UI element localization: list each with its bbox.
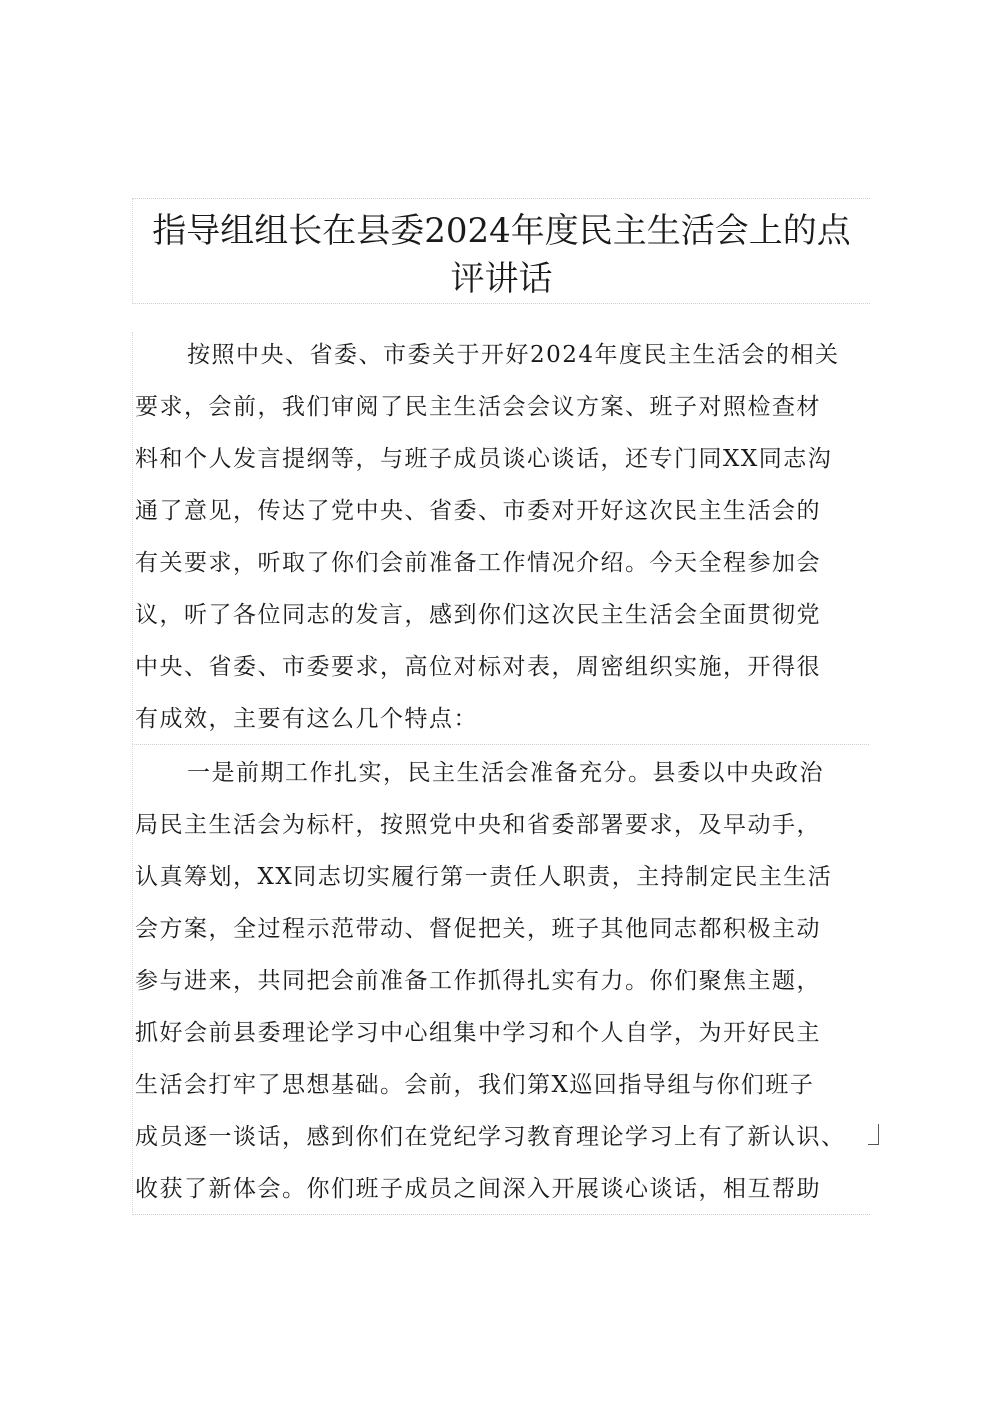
paragraph-line: 议，听了各位同志的发言，感到你们这次民主生活会全面贯彻党 bbox=[135, 602, 821, 628]
title-line-1: 指导组组长在县委2024年度民主生活会上的点 bbox=[152, 211, 851, 251]
paragraph-line: 有关要求，听取了你们会前准备工作情况介绍。今天全程参加会 bbox=[135, 550, 821, 576]
paragraph-line: 参与进来，共同把会前准备工作抓得扎实有力。你们聚焦主题， bbox=[135, 968, 821, 994]
paragraph-1 bbox=[132, 332, 870, 744]
paragraph-line: 会方案，全过程示范带动、督促把关，班子其他同志都积极主动 bbox=[135, 916, 821, 942]
paragraph-line: 收获了新体会。你们班子成员之间深入开展谈心谈话，相互帮助 bbox=[135, 1176, 821, 1202]
paragraph-line: 有成效，主要有这么几个特点： bbox=[135, 706, 478, 732]
paragraph-line: 认真筹划，XX同志切实履行第一责任人职责，主持制定民主生活 bbox=[135, 864, 833, 890]
paragraph-line: 成员逐一谈话，感到你们在党纪学习教育理论学习上有了新认识、 bbox=[135, 1124, 846, 1150]
paragraph-line: 中央、省委、市委要求，高位对标对表，周密组织实施，开得很 bbox=[135, 654, 821, 680]
document-title bbox=[132, 198, 870, 304]
paragraph-divider bbox=[132, 744, 869, 745]
paragraph-line: 料和个人发言提纲等，与班子成员谈心谈话，还专门同XX同志沟 bbox=[135, 446, 833, 472]
paragraph-line: 抓好会前县委理论学习中心组集中学习和个人自学，为开好民主 bbox=[135, 1020, 821, 1046]
paragraph-line: 要求，会前，我们审阅了民主生活会会议方案、班子对照检查材 bbox=[135, 394, 821, 420]
paragraph-line: 一是前期工作扎实，民主生活会准备充分。县委以中央政治 bbox=[187, 760, 824, 786]
paragraph-line: 局民主生活会为标杆，按照党中央和省委部署要求，及早动手， bbox=[135, 812, 821, 838]
title-line-2: 评讲话 bbox=[450, 259, 553, 299]
paragraph-line: 生活会打牢了思想基础。会前，我们第X巡回指导组与你们班子 bbox=[135, 1072, 815, 1098]
paragraph-line: 通了意见，传达了党中央、省委、市委对开好这次民主生活会的 bbox=[135, 498, 821, 524]
text-boundary-mark bbox=[868, 1124, 879, 1145]
paragraph-line: 按照中央、省委、市委关于开好2024年度民主生活会的相关 bbox=[187, 342, 840, 368]
paragraph-2 bbox=[132, 746, 870, 1215]
